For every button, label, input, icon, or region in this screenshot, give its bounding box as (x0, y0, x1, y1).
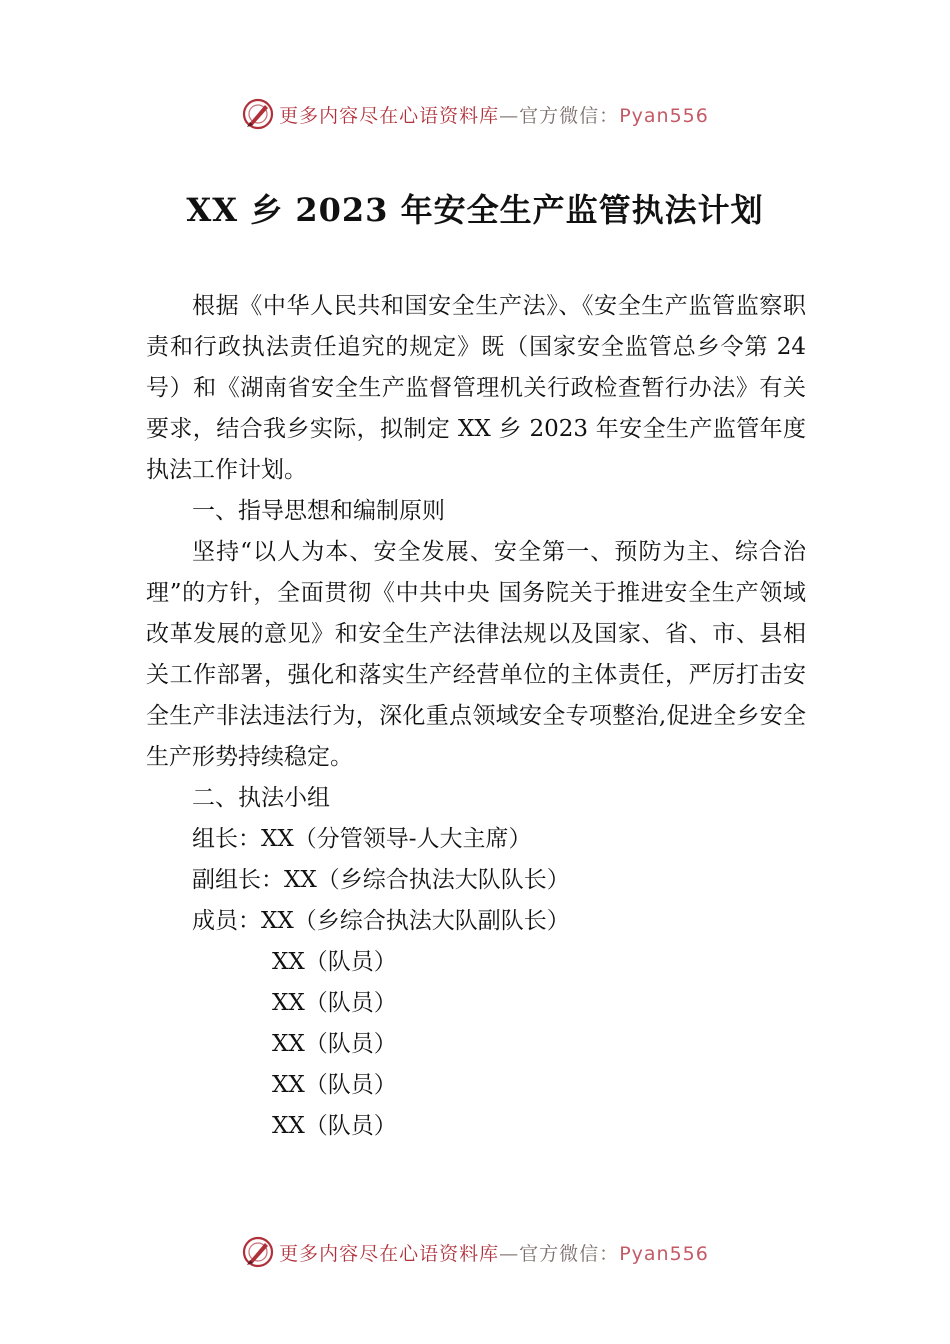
banner-text: 更多内容尽在心语资料库—官方微信：Pyan556 (279, 104, 709, 127)
member-item: XX（队员） (272, 949, 397, 975)
header-banner (0, 94, 950, 134)
member-item: XX（队员） (272, 990, 397, 1016)
section-heading-2: 二、执法小组 (192, 785, 330, 811)
quill-pen-logo-icon (241, 97, 275, 131)
document-title: XX 乡 2023 年安全生产监管执法计划 (186, 191, 764, 229)
member-item: XX（队员） (272, 1031, 397, 1057)
group-leader: 组长：XX（分管领导-人大主席） (192, 826, 532, 852)
member-item: XX（队员） (272, 1113, 397, 1139)
quill-pen-logo-icon (241, 1235, 275, 1269)
section-1-paragraph: 坚持“以人为本、安全发展、安全第一、预防为主、综合治理”的方针，全面贯彻《中共中央 国务院关于推进安全生产领域改革发展的意见》和安全生产法律法规以及国家、省、市、县相关工作部署，强化和落实生产经营单位的主体责任，严厉打击安全生产非法违法行为，深化重点领域安全专项整治,促进全乡安全生产形势持续稳定。 (146, 539, 806, 770)
group-deputy: 副组长：XX（乡综合执法大队队长） (192, 867, 570, 893)
document-body (146, 286, 806, 1147)
member-item: XX（队员） (272, 1072, 397, 1098)
footer-banner (0, 1232, 950, 1272)
banner-text: 更多内容尽在心语资料库—官方微信：Pyan556 (279, 1242, 709, 1265)
group-members: 成员：XX（乡综合执法大队副队长） (192, 908, 570, 934)
intro-paragraph: 根据《中华人民共和国安全生产法》、《安全生产监管监察职责和行政执法责任追究的规定》既（国家安全监管总乡令第 24 号）和《湖南省安全生产监督管理机关行政检查暂行办法》有关要求，结合我乡实际，拟制定 XX 乡 2023 年安全生产监管年度执法工作计划。 (146, 293, 806, 483)
section-heading-1: 一、指导思想和编制原则 (192, 498, 445, 524)
